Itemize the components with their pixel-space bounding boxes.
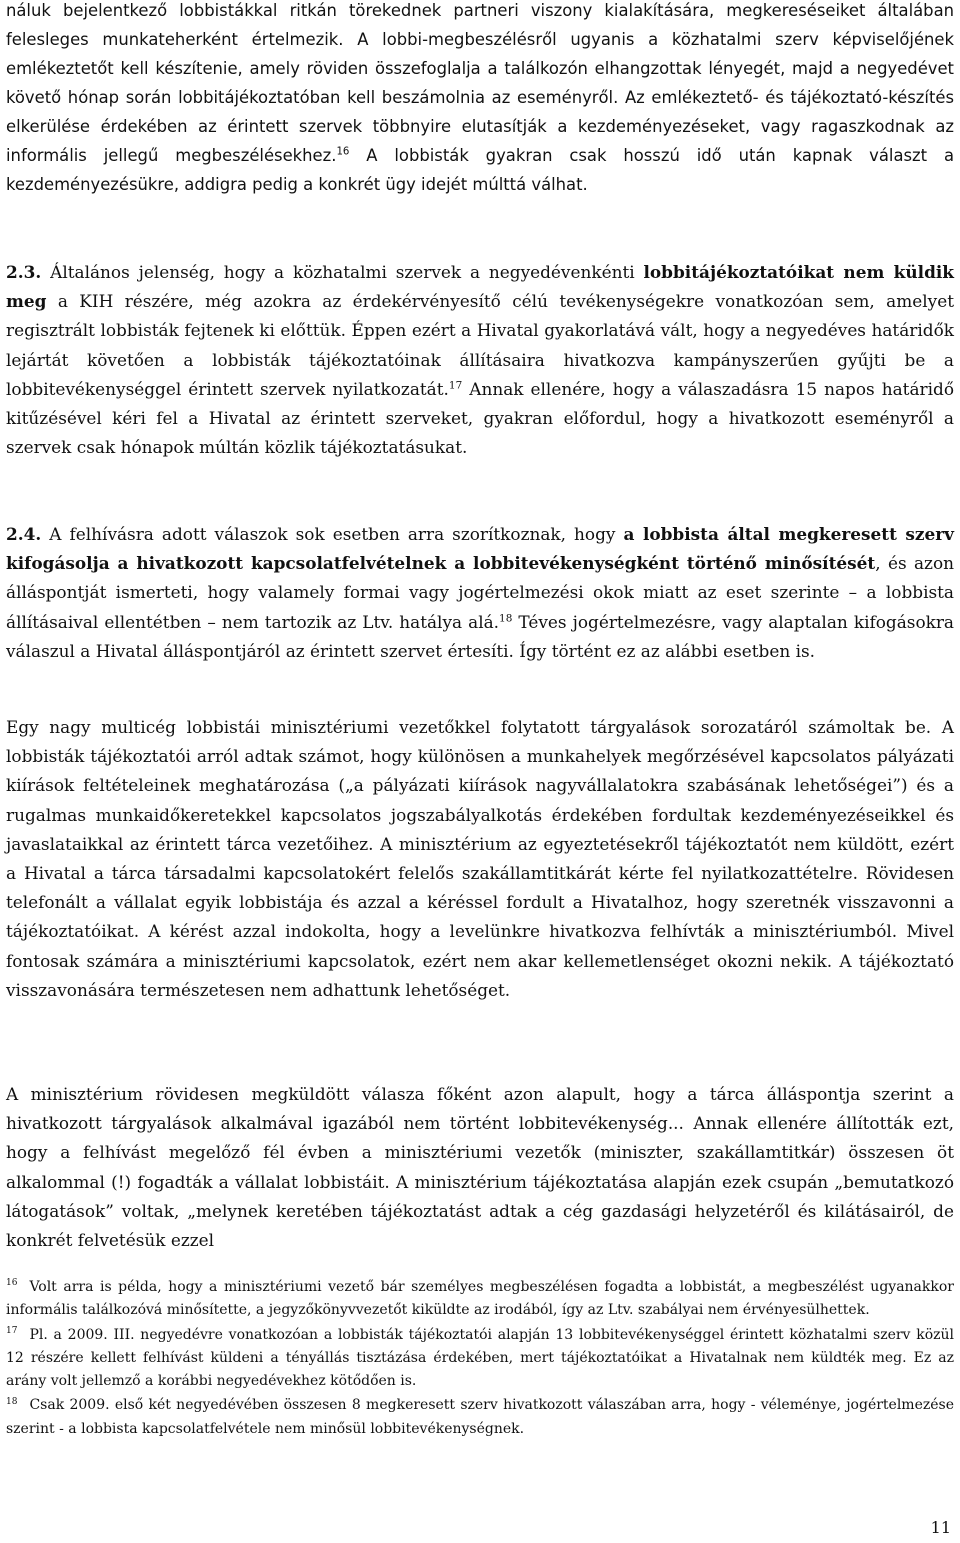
footnote-18: [6, 1394, 954, 1441]
footnote-number: 18: [6, 1396, 18, 1407]
footnote-ref-18[interactable]: 18: [499, 611, 513, 624]
bold-emphasis: lobbitájékoztatóikat nem küldik meg: [6, 262, 954, 312]
paragraph-text: Annak ellenére, hogy a válaszadásra 15 napos határidő kitűzésével kéri fel a Hivatal az érintett szerveket, gyakran előfordul, hogy a hivatkozott eseményről a szervek csak hónapok múltán közlik tájékoztatásukat.: [6, 378, 954, 458]
paragraph-text: a KIH részére, még azokra az érdekérvényesítő célú tevékenységekre vonatkozóan sem, amelyet regisztrált lobbisták fejtenek ki előttük. Éppen ezért a Hivatal gyakorlatává vált, hogy a negyedéves határidők lejártát követően a lobbisták tájékoztatóinak állításaira hivatkozva kampányszerűen gyűjti be a lobbitevékenységgel érintett szervek nyilatkozatát.: [6, 291, 954, 399]
footnote-text: Volt arra is példa, hogy a minisztériumi vezető bár személyes megbeszélésen fogadta a lobbistát, a megbeszélést ugyanakkor informális találkozóvá minősítette, a jegyzőkönyvvezetőt kiküldte az irodából, így az Ltv. szabályai nem érvényesülhettek.: [6, 1279, 954, 1319]
footnote-ref-16[interactable]: 16: [336, 146, 350, 158]
document-page: [6, 0, 954, 1543]
paragraph-text: Téves jogértelmezésre, vagy alaptalan kifogásokra válaszul a Hivatal álláspontjáról az érintett szervet értesíti. Így történt ez az alábbi esetben is.: [6, 611, 954, 661]
section-number: 2.4.: [6, 524, 42, 544]
paragraph-text: A lobbisták gyakran csak hosszú idő után kapnak választ a kezdeményezésükre, addigra pedig a konkrét ügy idejét múlttá válhat.: [6, 146, 954, 194]
paragraph-text: A felhívásra adott válaszok sok esetben arra szorítkoznak, hogy: [41, 524, 624, 544]
paragraph-case-study: Egy nagy multicég lobbistái minisztériumi vezetőkkel folytatott tárgyalások sorozatáról számoltak be. A lobbisták tájékoztatói arról adtak számot, hogy különösen a munkahelyek megőrzésével kapcsolatos pályázati kiírások feltételeinek meghatározása („a pályázati kiírások nagyvállalatokra szabásának lehetőségei”) és a rugalmas munkaidőkeretekkel kapcsolatos jogszabályalkotás érdekében fordultak kezdeményezéseikkel és javaslataikkal az érintett tárca vezetőihez. A minisztérium az egyeztetésekről tájékoztatót nem küldött, ezért a Hivatal a tárca társadalmi kapcsolatokért felelős szakállamtitkárát kérte fel nyilatkozattételre. Rövidesen telefonált a vállalat egyik lobbistája és azzal a kéréssel fordult a Hivatalhoz, hogy szeretnék visszavonni a tájékoztatóikat. A kérést azzal indokolta, hogy a levelünkre hivatkozva felhívták a minisztériumból. Mivel fontosak számára a minisztériumi kapcsolatok, ezért nem akar kellemetlenséget okozni nekik. A tájékoztató visszavonására természetesen nem adhattunk lehetőséget.: [6, 717, 954, 1000]
footnote-number: 16: [6, 1278, 18, 1289]
paragraph-text: , és azon álláspontját ismerteti, hogy valamely formai vagy jogértelmezési okok miatt az eset szerinte – a lobbista állításaival ellentétben – nem tartozik az Ltv. hatálya alá.: [6, 553, 955, 632]
footnote-text: Csak 2009. első két negyedévében összesen 8 megkeresett szerv hivatkozott válaszában arra, hogy - véleménye, jogértelmezése szerint - a lobbista kapcsolatfelvétele nem minősül lobbitevékenységnek.: [6, 1397, 954, 1437]
page-number: 11: [930, 1518, 951, 1537]
footnote-17: [6, 1324, 954, 1394]
bold-emphasis: a lobbista által megkeresett szerv kifogásolja a hivatkozott kapcsolatfelvételnek a lobbitevékenységként történő minősítését: [6, 524, 954, 574]
paragraph-2-4: [6, 520, 954, 666]
paragraph-intro: [6, 0, 954, 199]
paragraph-ministry-response: A minisztérium rövidesen megküldött válasza főként azon alapult, hogy a tárca álláspontja szerint a hivatkozott tárgyalások alkalmával igazából nem történt lobbitevékenység... Annak ellenére állították ezt, hogy a felhívást megelőző fél évben a minisztériumi vezetők (miniszter, szakállamtitkár) összesen öt alkalommal (!) fogadták a vállalat lobbistáit. A minisztérium tájékoztatása alapján ezek csupán „bemutatkozó látogatások” voltak, „melynek keretében tájékoztatást adtak a cég gazdasági helyzetéről és kilátásairól, de konkrét felvetésük ezzel: [6, 1084, 954, 1251]
paragraph-text: Általános jelenség, hogy a közhatalmi szervek a negyedévenkénti: [41, 262, 644, 282]
paragraph-text: náluk bejelentkező lobbistákkal ritkán törekednek partneri viszony kialakítására, megkereséseiket általában felesleges munkateherként értelmezik. A lobbi-megbeszélésről ugyanis a közhatalmi szerv képviselőjének emlékeztetőt kell készítenie, amely röviden összefoglalja a találkozón elhangzottak lényegét, majd a negyedévet követő hónap során lobbitájékoztatóban kell beszámolnia az eseményről. Az emlékeztető- és tájékoztató-készítés elkerülése érdekében az érintett szervek többnyire elutasítják a kezdeményezéseket, vagy ragaszkodnak az informális jellegű megbeszélésekhez.: [6, 1, 954, 165]
footnote-ref-17[interactable]: 17: [448, 379, 463, 392]
paragraph-2-3: [6, 258, 954, 462]
footnote-text: Pl. a 2009. III. negyedévre vonatkozóan a lobbisták tájékoztatói alapján 13 lobbitevékenységgel érintett közhatalmi szerv közül 12 részére kellett felhívást küldeni a tényállás tisztázása érdekében, mert tájékoztatóikat a Hivatalnak nem küldték meg. Ez az arány volt jellemző a korábbi negyedévekhez kötődően is.: [6, 1326, 954, 1390]
footnotes-section: [6, 1276, 954, 1441]
footnote-number: 17: [6, 1325, 18, 1336]
section-number: 2.3.: [6, 262, 42, 282]
footnote-16: [6, 1276, 954, 1323]
